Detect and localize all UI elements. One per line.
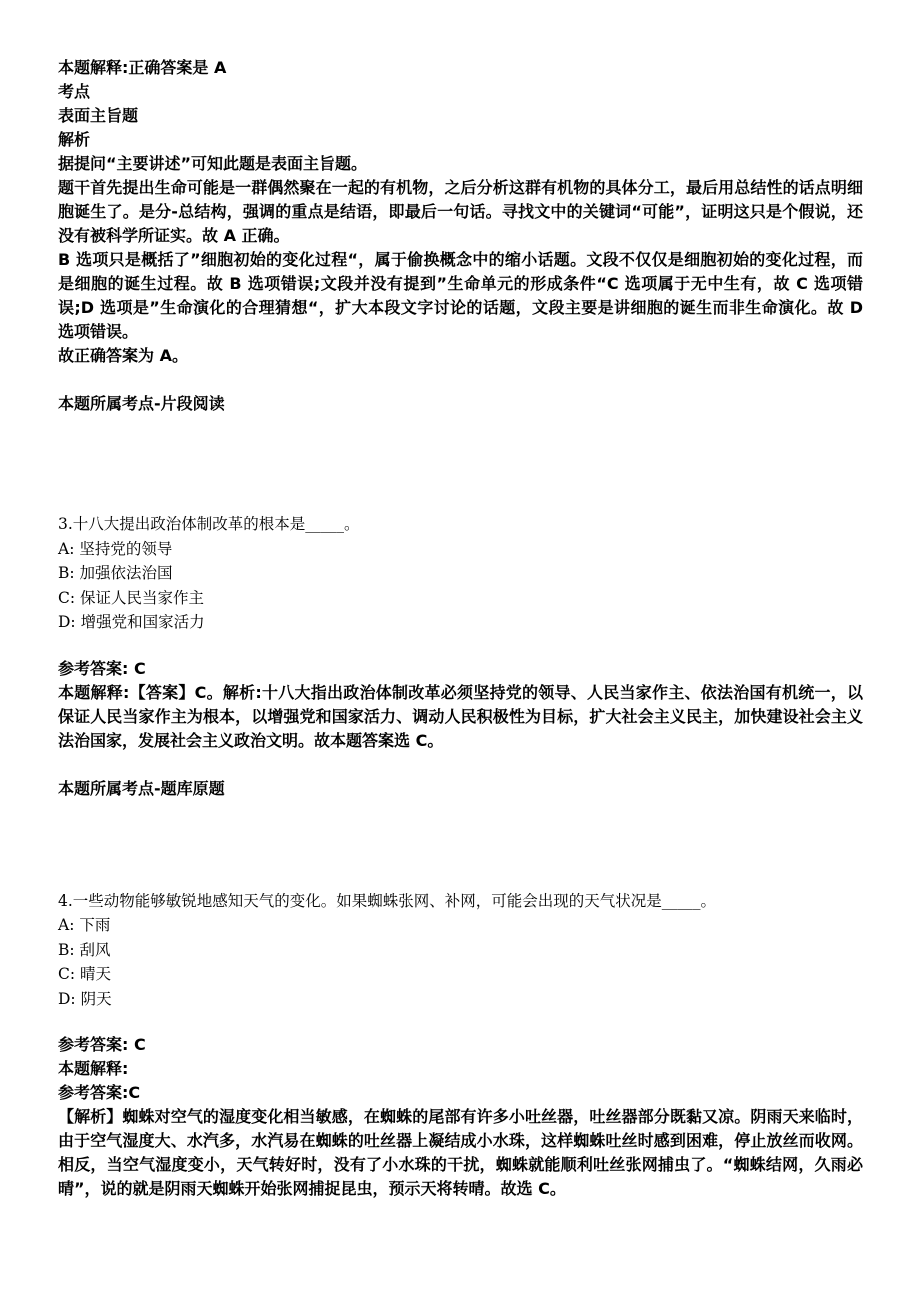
q4-option-a: A: 下雨: [58, 916, 111, 934]
q2-explanation-section: [58, 56, 863, 416]
q4-question: 4.一些动物能够敏锐地感知天气的变化。如果蜘蛛张网、补网，可能会出现的天气状况是_____。: [58, 891, 717, 910]
q3-question: 3.十八大提出政治体制改革的根本是_____。: [58, 515, 360, 533]
q3-category: 本题所属考点-题库原题: [58, 778, 225, 798]
q3-option-b: B: 加强依法治国: [58, 564, 173, 582]
q4-option-c: C: 晴天: [58, 965, 112, 983]
q3-option-d: D: 增强党和国家活力: [58, 613, 205, 631]
q3-option-c: C: 保证人民当家作主: [58, 588, 205, 607]
q2-explanation-title: 本题解释:正确答案是 A: [58, 58, 227, 77]
q3-option-a: A: 坚持党的领导: [58, 539, 173, 558]
q2-analysis-para-2: 题干首先提出生命可能是一群偶然聚在一起的有机物，之后分析这群有机物的具体分工，最后用总结性的话点明细胞诞生了。是分-总结构，强调的重点是结语，即最后一句话。寻找文中的关键词“可能”，证明这只是个假说，还没有被科学所证实。故 A 正确。: [58, 178, 863, 245]
q2-jiexi-label: 解析: [58, 130, 91, 149]
q4-option-d: D: 阴天: [58, 989, 112, 1008]
q2-category: 本题所属考点-片段阅读: [58, 394, 225, 413]
q4-explanation-label: 本题解释:: [58, 1059, 129, 1078]
q4-answer-repeat: 参考答案:C: [58, 1083, 141, 1102]
q4-option-b: B: 刮风: [58, 940, 111, 959]
q3-explanation: 本题解释:【答案】C。解析:十八大指出政治体制改革必须坚持党的领导、人民当家作主、依法治国有机统一，以保证人民当家作主为根本，以增强党和国家活力、调动人民积极性为目标，扩大社会主义民主，加快建设社会主义法治国家，发展社会主义政治文明。故本题答案选 C。: [58, 682, 863, 750]
q2-kaodian-value: 表面主旨题: [58, 106, 139, 125]
document-page: [58, 56, 863, 1201]
q3-answer: 参考答案: C: [58, 658, 146, 678]
q3-section: [58, 512, 863, 801]
q2-kaodian-label: 考点: [58, 82, 91, 101]
q2-analysis-para-4: 故正确答案为 A。: [58, 346, 188, 365]
q4-answer: 参考答案: C: [58, 1035, 146, 1054]
q4-section: [58, 889, 863, 1202]
q2-analysis-para-1: 据提问“主要讲述”可知此题是表面主旨题。: [58, 154, 368, 173]
q4-analysis: 【解析】蜘蛛对空气的湿度变化相当敏感，在蜘蛛的尾部有许多小吐丝器，吐丝器部分既黏又凉。阴雨天来临时，由于空气湿度大、水汽多，水汽易在蜘蛛的吐丝器上凝结成小水珠，这样蜘蛛吐丝时感到困难，停止放丝而收网。相反，当空气湿度变小，天气转好时，没有了小水珠的干扰，蜘蛛就能顺利吐丝张网捕虫了。“蜘蛛结网，久雨必晴”，说的就是阴雨天蜘蛛开始张网捕捉昆虫，预示天将转晴。故选 C。: [58, 1107, 863, 1198]
q2-analysis-para-3: B 选项只是概括了”细胞初始的变化过程“，属于偷换概念中的缩小话题。文段不仅仅是细胞初始的变化过程，而是细胞的诞生过程。故 B 选项错误;文段并没有提到”生命单元的形成条件“C 选项属于无中生有，故 C 选项错误;D 选项是”生命演化的合理猜想“，扩大本段文字讨论的话题，文段主要是讲细胞的诞生而非生命演化。故 D 选项错误。: [58, 250, 863, 341]
